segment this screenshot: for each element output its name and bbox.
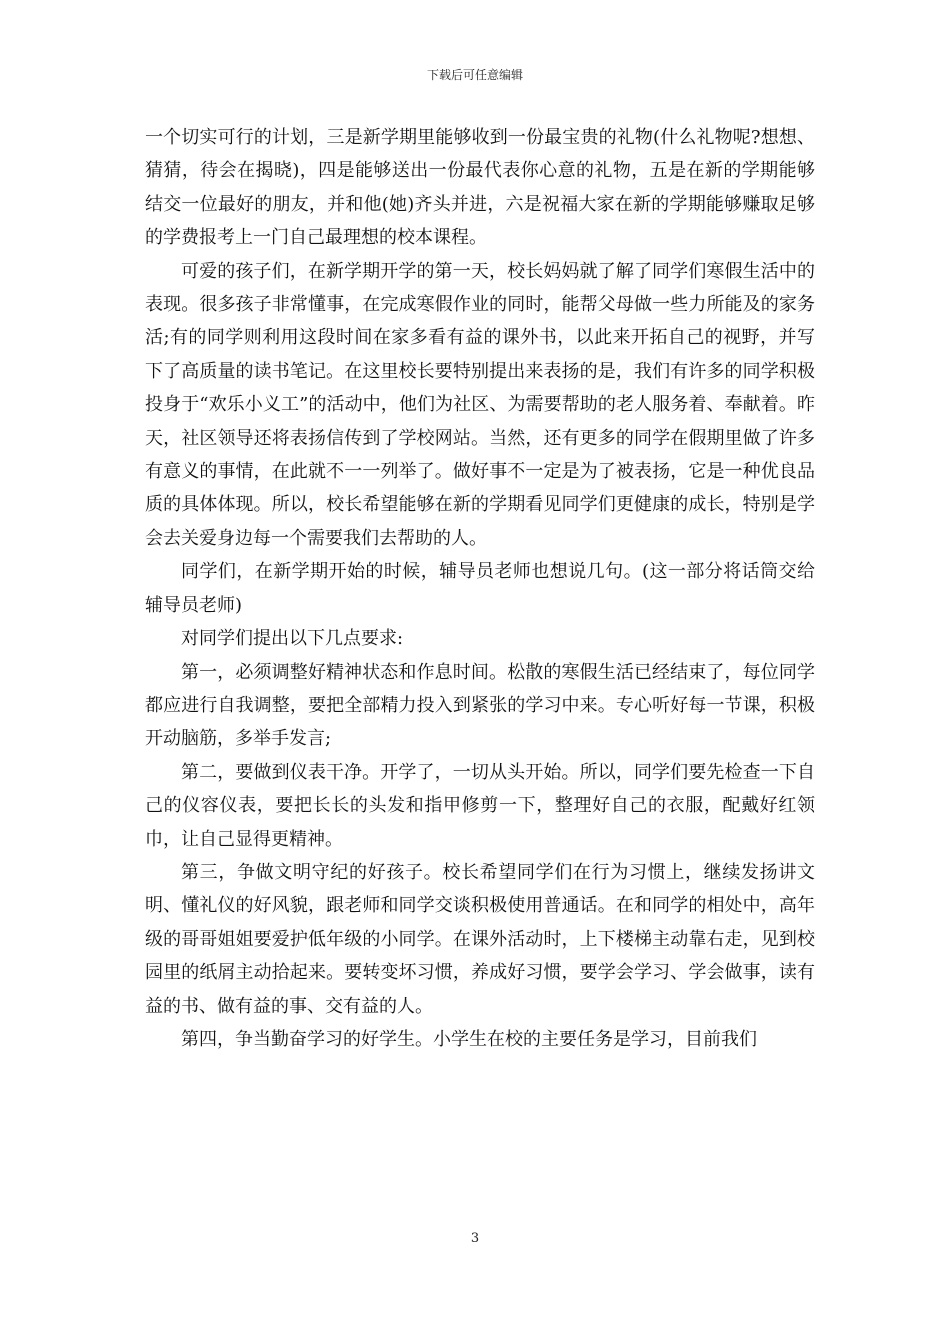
paragraph: 同学们，在新学期开始的时候，辅导员老师也想说几句。(这一部分将话筒交给辅导员老师) <box>145 561 815 616</box>
document-body <box>145 121 815 1056</box>
page-header: 下载后可任意编辑 <box>426 68 523 82</box>
paragraph: 可爱的孩子们，在新学期开学的第一天，校长妈妈就了解了同学们寒假生活中的表现。很多孩子非常懂事，在完成寒假作业的同时，能帮父母做一些力所能及的家务活;有的同学则利用这段时间在家多看有益的课外书，以此来开拓自己的视野，并写下了高质量的读书笔记。在这里校长要特别提出来表扬的是，我们有许多的同学积极投身于“欢乐小义工”的活动中，他们为社区、为需要帮助的老人服务着、奉献着。昨天，社区领导还将表扬信传到了学校网站。当然，还有更多的同学在假期里做了许多有意义的事情，在此就不一一列举了。做好事不一定是为了被表扬，它是一种优良品质的具体体现。所以，校长希望能够在新的学期看见同学们更健康的成长，特别是学会去关爱身边每一个需要我们去帮助的人。 <box>145 260 815 549</box>
paragraph: 第四，争当勤奋学习的好学生。小学生在校的主要任务是学习，目前我们 <box>181 1028 757 1050</box>
paragraph: 对同学们提出以下几点要求: <box>181 628 404 650</box>
paragraph: 一个切实可行的计划，三是新学期里能够收到一份最宝贵的礼物(什么礼物呢?想想、猜猜，待会在揭晓)，四是能够送出一份最代表你心意的礼物，五是在新的学期能够结交一位最好的朋友，并和他(她)齐头并进，六是祝福大家在新的学期能够赚取足够的学费报考上一门自己最理想的校本课程。 <box>145 127 815 249</box>
paragraph: 第一，必须调整好精神状态和作息时间。松散的寒假生活已经结束了，每位同学都应进行自我调整，要把全部精力投入到紧张的学习中来。专心听好每一节课，积极开动脑筋，多举手发言; <box>145 661 815 750</box>
page-number: 3 <box>470 1231 480 1246</box>
paragraph: 第三，争做文明守纪的好孩子。校长希望同学们在行为习惯上，继续发扬讲文明、懂礼仪的好风貌，跟老师和同学交谈积极使用普通话。在和同学的相处中，高年级的哥哥姐姐要爱护低年级的小同学。在课外活动时，上下楼梯主动靠右走，见到校园里的纸屑主动拾起来。要转变坏习惯，养成好习惯，要学会学习、学会做事，读有益的书、做有益的事、交有益的人。 <box>145 861 815 1017</box>
paragraph: 第二，要做到仪表干净。开学了，一切从头开始。所以，同学们要先检查一下自己的仪容仪表，要把长长的头发和指甲修剪一下，整理好自己的衣服，配戴好红领巾，让自己显得更精神。 <box>145 761 815 850</box>
